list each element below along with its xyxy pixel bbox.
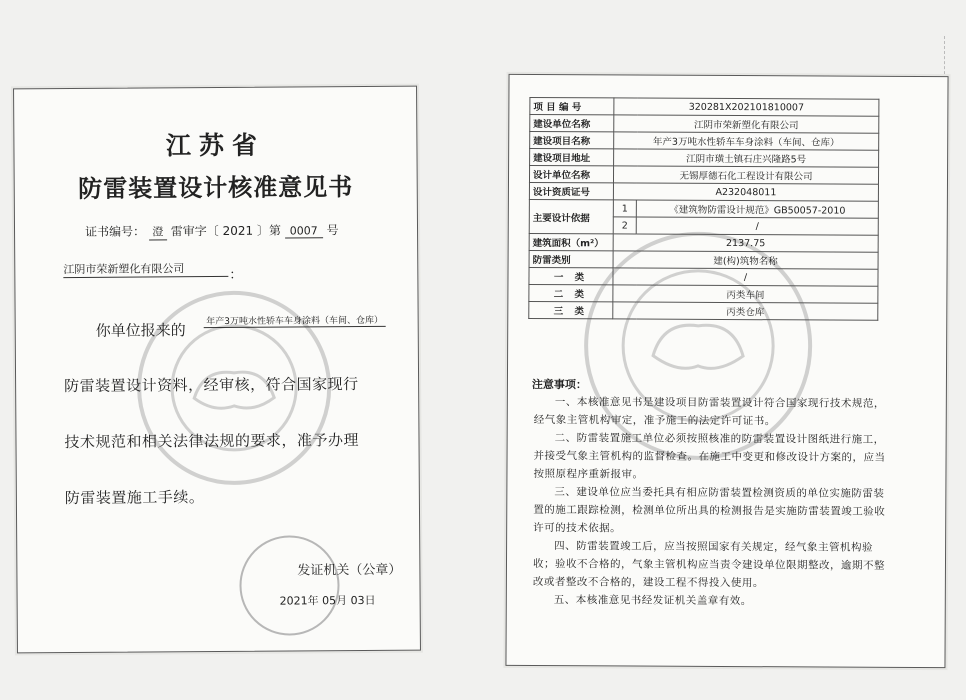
cert-suffix: 号 <box>326 223 339 238</box>
table-row <box>530 148 879 167</box>
design-basis-text: / <box>636 217 878 235</box>
table-row <box>529 182 878 201</box>
note-item: 四、防雷装置竣工后，应当按照国家有关规定，经气象主管机构验收；验收不合格的，气象主管机构应当责令建设单位限期整改，逾期不整改或者整改不合格的，建设工程不得投入使用。 <box>532 540 886 590</box>
row-value: 江阴市荣新塑化有限公司 <box>614 115 879 133</box>
category-label: 二 类 <box>529 284 613 301</box>
table-row <box>529 284 878 303</box>
row-value: 年产3万吨水性轿车车身涂料（车间、仓库） <box>614 132 879 150</box>
issuer-label: 发证机关（公章） <box>297 562 402 579</box>
area-label: 建筑面积（m²） <box>529 233 613 250</box>
body-line-3: 防雷装置施工手续。 <box>64 488 205 508</box>
row-label: 建设项目名称 <box>530 131 614 148</box>
design-basis-label: 主要设计依据 <box>529 199 613 233</box>
note-item: 五、本核准意见书经发证机关盖章有效。 <box>553 594 752 608</box>
table-row <box>529 233 878 252</box>
body-line-2: 技术规范和相关法律法规的要求，准予办理 <box>64 431 360 452</box>
cert-mid2: 〕第 <box>256 223 281 238</box>
document-province-title: 江苏省 <box>165 130 266 161</box>
official-stamp-icon <box>239 535 340 636</box>
row-value: 320281X202101810007 <box>614 98 879 116</box>
table-row <box>530 97 879 116</box>
issue-date: 2021年 05月 03日 <box>279 593 376 608</box>
category-header: 防雷类别 <box>529 250 613 267</box>
table-row <box>529 267 878 286</box>
cert-fill-prefix: 澄 <box>149 223 167 240</box>
applicant-colon: ： <box>229 267 243 283</box>
certificate-number-line <box>85 221 339 241</box>
row-value: 江阴市璜土镇石庄兴隆路5号 <box>614 149 879 167</box>
certificate-page <box>13 86 421 654</box>
row-label: 建设项目地址 <box>530 148 614 165</box>
report-prefix: 你单位报来的 <box>95 321 186 340</box>
row-value: A232048011 <box>613 183 878 201</box>
cert-number: 0007 <box>285 224 323 238</box>
table-row <box>529 250 878 269</box>
note-item: 二、防雷装置施工单位必须按照核准的防雷装置设计图纸进行施工，并接受气象主管机构的监督检查。在施工中变更和修改设计方案的，应当按照原程序重新报审。 <box>533 432 886 481</box>
body-line-1: 防雷装置设计资料，经审核，符合国家现行 <box>64 375 359 396</box>
design-basis-no: 2 <box>613 217 636 234</box>
row-value: 无锡厚德石化工程设计有限公司 <box>613 166 878 184</box>
note-item: 三、建设单位应当委托具有相应防雷装置检测资质的单位实施防雷装置的施工跟踪检测，检测单位所出具的检测报告是实施防雷装置竣工验收许可的技术依据。 <box>533 486 886 535</box>
design-basis-no: 1 <box>613 200 636 217</box>
cert-mid1: 雷审字〔 <box>170 223 219 239</box>
category-label: 三 类 <box>529 301 613 318</box>
category-value: / <box>613 268 878 286</box>
row-label: 项 目 编 号 <box>530 97 614 114</box>
project-info-table <box>528 97 879 321</box>
table-row <box>530 114 879 133</box>
cert-prefix: 证书编号： <box>84 224 146 239</box>
table-row <box>529 301 878 320</box>
details-page <box>505 74 948 668</box>
report-project: 年产3万吨水性轿车车身涂料（车间、仓库） <box>204 313 386 328</box>
table-row <box>530 131 879 150</box>
row-label: 建设单位名称 <box>530 114 614 131</box>
row-label: 设计单位名称 <box>529 165 613 182</box>
category-value: 丙类车间 <box>613 285 878 303</box>
area-value: 2137.75 <box>613 234 878 252</box>
table-row <box>529 199 878 218</box>
category-label: 一 类 <box>529 267 613 284</box>
design-basis-text: 《建筑物防雷设计规范》GB50057-2010 <box>636 200 878 218</box>
table-row <box>529 165 878 184</box>
building-header: 建(构)筑物名称 <box>613 251 878 269</box>
category-value: 丙类仓库 <box>613 302 878 320</box>
applicant-org: 江阴市荣新塑化有限公司 <box>63 260 228 278</box>
note-item: 一、本核准意见书是建设项目防雷装置设计符合国家现行技术规范，经气象主管机构审定，准予施工的法定许可证书。 <box>533 396 885 428</box>
row-label: 设计资质证号 <box>529 182 613 199</box>
notes-title: 注意事项： <box>531 377 587 392</box>
document-title: 防雷装置设计核准意见书 <box>78 172 354 203</box>
cert-year: 2021 <box>222 223 254 238</box>
